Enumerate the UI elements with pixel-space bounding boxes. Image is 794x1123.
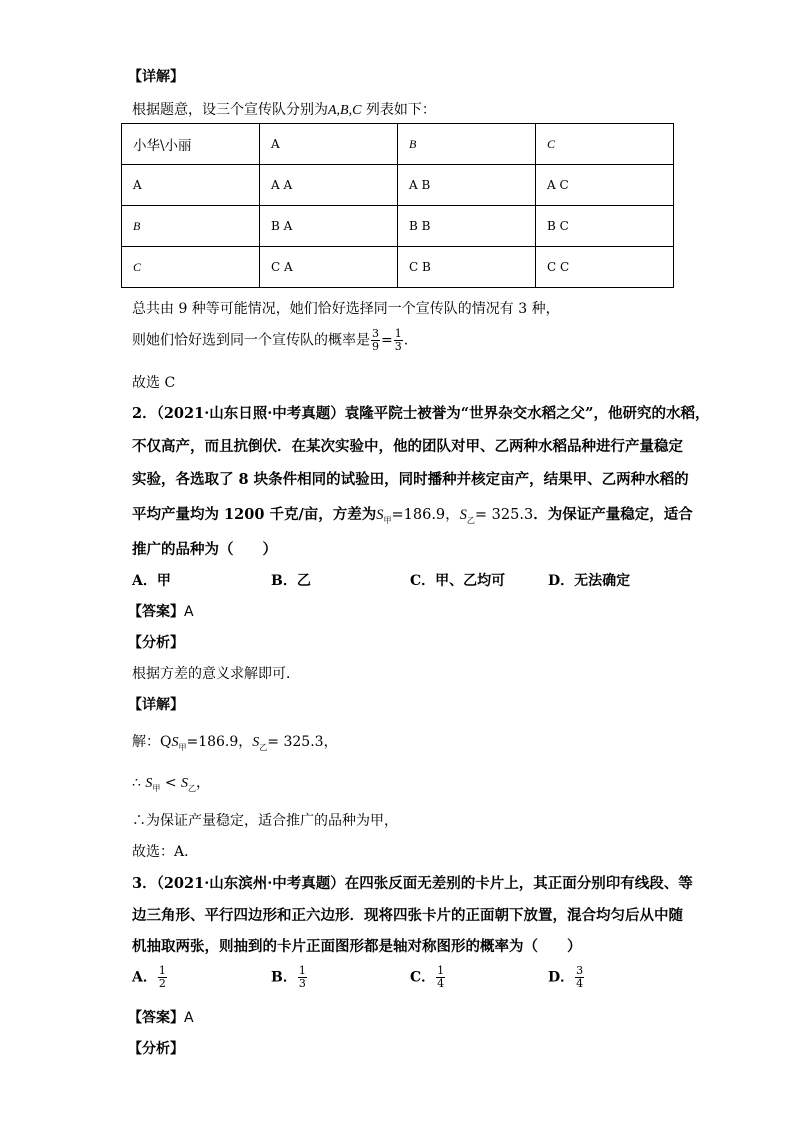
q3-line2: 边三角形、平行四边形和正六边形．现将四张卡片的正面朝下放置，混合均匀后从中随 bbox=[132, 907, 683, 924]
total-line: 总共由 9 种等可能情况，她们恰好选择同一个宣传队的情况有 3 种， bbox=[132, 301, 560, 317]
analysis-text: 根据方差的意义求解即可． bbox=[132, 666, 300, 682]
table-cell: C B bbox=[398, 247, 536, 288]
table-cell: A bbox=[122, 165, 260, 206]
q2-option-a: A．甲 bbox=[132, 573, 171, 589]
table-cell: C bbox=[536, 124, 674, 165]
fraction: $\frac{1}{4}$ bbox=[437, 964, 445, 990]
fraction: $\frac{1}{3}$ bbox=[298, 964, 306, 990]
solution-line4: 故选：A． bbox=[132, 844, 199, 860]
table-cell: C bbox=[122, 247, 260, 288]
intro-line: 根据题意，设三个宣传队分别为A,B,C 列表如下： bbox=[132, 102, 436, 118]
probability-line: 则她们恰好选到同一个宣传队的概率是 $\frac{3}{9}$ = $\frac{1}{3}$ . bbox=[132, 327, 409, 353]
table-cell: A A bbox=[260, 165, 398, 206]
answer-line: 故选 C bbox=[132, 375, 176, 391]
q3-option-c: C． $\frac{1}{4}$ bbox=[410, 964, 445, 990]
table-row bbox=[122, 124, 674, 165]
table-cell: A B bbox=[398, 165, 536, 206]
q2-line1: 2．（2021·山东日照·中考真题）袁隆平院士被誉为“世界杂交水稻之父”，他研究的水稻， bbox=[132, 405, 710, 422]
q3-line1: 3．（2021·山东滨州·中考真题）在四张反面无差别的卡片上，其正面分别印有线段、等 bbox=[132, 875, 693, 892]
table-cell: B A bbox=[260, 206, 398, 247]
table-row bbox=[122, 206, 674, 247]
table-cell: B bbox=[122, 206, 260, 247]
q2-line2: 不仅高产，而且抗倒伏．在某次实验中，他的团队对甲、乙两种水稻品种进行产量稳定 bbox=[132, 438, 683, 455]
answer-heading: 【答案】A bbox=[128, 1010, 194, 1026]
q2-option-c: C．甲、乙均可 bbox=[410, 573, 506, 589]
q3-line3: 机抽取两张，则抽到的卡片正面图形都是轴对称图形的概率为（ ） bbox=[132, 938, 582, 955]
fraction: $\frac{3}{9}$ bbox=[372, 327, 379, 353]
table-row bbox=[122, 247, 674, 288]
q2-option-d: D．无法确定 bbox=[548, 573, 631, 589]
fraction: $\frac{1}{2}$ bbox=[158, 964, 166, 990]
variance-formula: $S_甲=186.9$，$S_乙= 325.3$ bbox=[376, 507, 534, 525]
table-cell: A C bbox=[536, 165, 674, 206]
table-cell: C A bbox=[260, 247, 398, 288]
q3-option-a: A． $\frac{1}{2}$ bbox=[132, 964, 166, 990]
q2-line4: 平均产量均为 1200 千克/亩，方差为$S_甲=186.9$，$S_乙= 325.3$．为保证产量稳定，适合 bbox=[132, 506, 693, 525]
analysis-heading: 【分析】 bbox=[128, 1041, 184, 1057]
fraction: $\frac{1}{3}$ bbox=[394, 327, 402, 353]
table-cell: B C bbox=[536, 206, 674, 247]
q2-line5: 推广的品种为（ ） bbox=[132, 541, 277, 558]
solution-line1: 解：$QS_甲=186.9$，$S_乙= 325.3$， bbox=[132, 734, 338, 752]
q2-option-b: B．乙 bbox=[271, 573, 311, 589]
detail-heading: 【详解】 bbox=[128, 697, 184, 713]
solution-line3: ∴为保证产量稳定，适合推广的品种为甲， bbox=[132, 813, 398, 829]
analysis-heading: 【分析】 bbox=[128, 635, 184, 651]
table-row bbox=[122, 165, 674, 206]
q2-line3: 实验，各选取了 8 块条件相同的试验田，同时播种并核定亩产，结果甲、乙两种水稻的 bbox=[132, 471, 689, 488]
table-cell: 小华\小丽 bbox=[122, 124, 260, 165]
solution-line2: ∴ $S_甲 < S_乙$， bbox=[132, 775, 211, 793]
detail-heading: 【详解】 bbox=[128, 69, 184, 85]
answer-heading: 【答案】A bbox=[128, 604, 194, 620]
q3-option-d: D． $\frac{3}{4}$ bbox=[548, 964, 584, 990]
q3-option-b: B． $\frac{1}{3}$ bbox=[271, 964, 306, 990]
table-cell: A bbox=[260, 124, 398, 165]
options-table bbox=[121, 123, 674, 288]
table-cell: B B bbox=[398, 206, 536, 247]
table-cell: B bbox=[398, 124, 536, 165]
fraction: $\frac{3}{4}$ bbox=[576, 964, 584, 990]
table-cell: C C bbox=[536, 247, 674, 288]
